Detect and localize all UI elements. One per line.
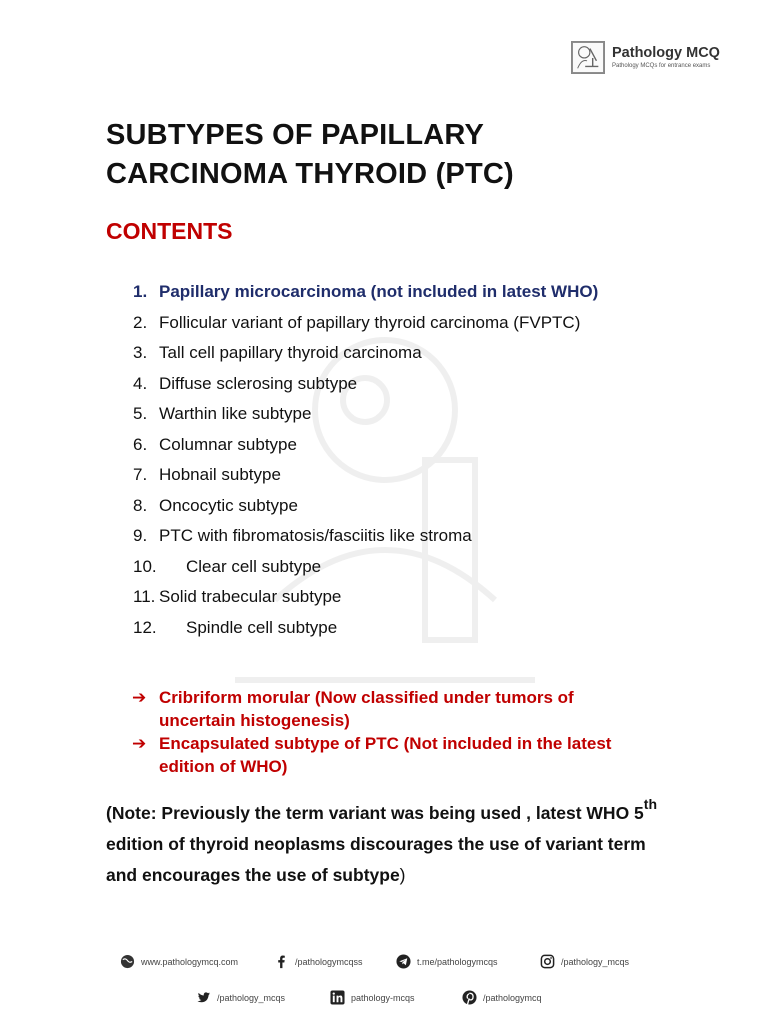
list-number: 1. [133,282,148,301]
arrow-item-encapsulated [132,732,652,778]
footer-website-text: www.pathologymcq.com [141,956,239,967]
note-close-paren: ) [399,865,406,885]
page-title-line1: SUBTYPES OF PAPILLARY [106,119,485,151]
brand-tagline: Pathology MCQs for entrance exams [612,63,711,69]
brand-logo[interactable] [571,41,720,74]
microscope-logo-icon [571,41,605,74]
note-text-part2: edition of thyroid neoplasms discourages the use of variant term and encourages the use of subtype [106,834,646,885]
footer-linkedin-link[interactable] [330,990,415,1005]
footer-website-link[interactable] [120,954,238,969]
instagram-icon [540,954,555,969]
list-text: Hobnail subtype [159,465,281,484]
page-title-line2: CARCINOMA THYROID (PTC) [106,158,514,190]
list-text: Columnar subtype [159,434,297,454]
globe-icon [120,954,135,969]
footer-telegram-text: t.me/pathologymcqs [417,956,498,967]
footer-twitter-text: /pathology_mcqs [217,992,286,1003]
footer-telegram-link[interactable] [396,954,498,969]
list-text: Clear cell subtype [186,556,322,576]
list-number: 3. [133,343,148,362]
facebook-icon [274,954,289,969]
contents-heading: CONTENTS [106,218,233,244]
footer-facebook-text: /pathologymcqss [295,956,363,967]
footer-linkedin-text: pathology-mcqs [351,992,415,1003]
note-text-part1: (Note: Previously the term variant was being used , latest WHO 5 [106,803,644,823]
list-text: Follicular variant of papillary thyroid carcinoma (FVPTC) [159,312,581,332]
footer-instagram-link[interactable] [540,954,629,969]
note-paragraph [106,798,666,891]
list-number: 11. [133,587,156,606]
twitter-bird-icon [196,990,211,1005]
list-number: 8. [133,495,148,515]
list-text: PTC with fibromatosis/fasciitis like stroma [159,526,472,545]
footer-pinterest-text: /pathologymcq [483,992,542,1003]
telegram-icon [396,954,411,969]
brand-title: Pathology MCQ [612,45,720,61]
linkedin-icon [330,990,345,1005]
list-number: 12. [133,617,157,637]
list-text: Papillary microcarcinoma (not included in latest WHO) [159,282,599,301]
list-text: Warthin like subtype [159,404,312,423]
reclassified-list [132,686,652,778]
page-title [106,116,514,194]
list-text: Oncocytic subtype [159,495,298,515]
arrow-item-text: Encapsulated subtype of PTC (Not included in the latest edition of WHO) [159,734,612,776]
footer-instagram-text: /pathology_mcqs [561,956,630,967]
list-text: Diffuse sclerosing subtype [159,373,358,393]
arrow-right-icon: ➔ [132,688,147,707]
footer-facebook-link[interactable] [274,954,363,969]
list-number: 2. [133,312,148,332]
list-text: Spindle cell subtype [186,617,338,637]
note-superscript: th [643,796,657,812]
footer-pinterest-link[interactable] [462,990,542,1005]
list-number: 9. [133,526,148,545]
list-number: 7. [133,465,148,484]
list-number: 10. [133,556,157,576]
list-number: 4. [133,373,148,393]
arrow-right-icon: ➔ [132,734,147,753]
arrow-item-cribriform [132,686,652,732]
list-text: Tall cell papillary thyroid carcinoma [159,343,422,362]
footer-twitter-link[interactable] [196,990,285,1005]
arrow-item-text: Cribriform morular (Now classified under tumors of uncertain histogenesis) [159,688,574,730]
list-number: 5. [133,404,148,423]
list-text: Solid trabecular subtype [159,587,342,606]
pinterest-icon [462,990,477,1005]
list-number: 6. [133,434,148,454]
